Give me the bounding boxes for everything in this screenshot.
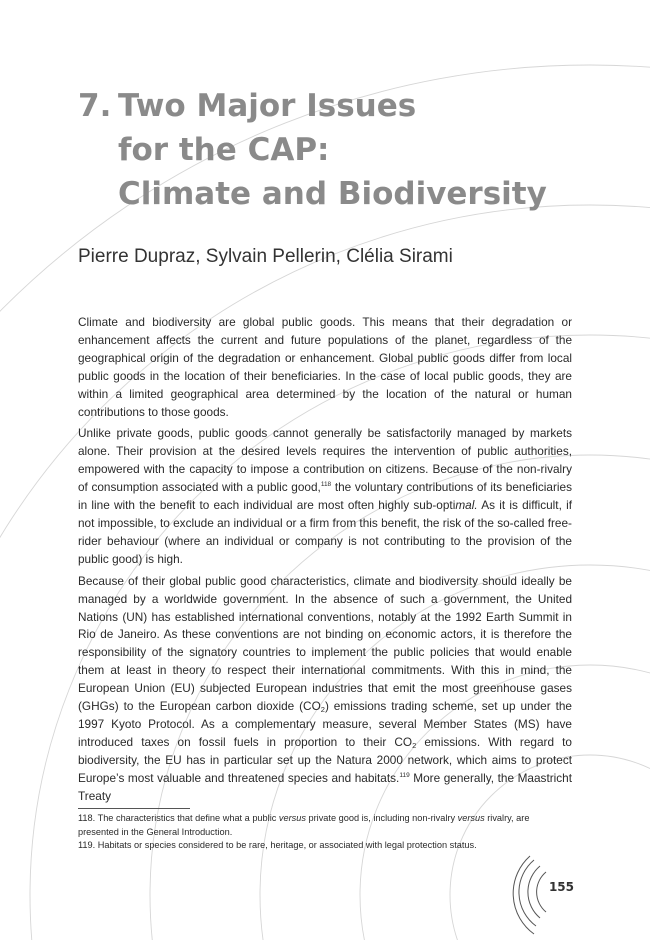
footnote-119: 119. Habitats or species considered to be rare, heritage, or associated with legal protection status. xyxy=(78,840,477,850)
chapter-title-line-1: 7. Two Major Issues xyxy=(118,84,547,128)
chapter-authors: Pierre Dupraz, Sylvain Pellerin, Clélia Sirami xyxy=(78,246,453,267)
subscript-2: 2 xyxy=(320,705,325,715)
chapter-title-line-3: Climate and Biodiversity xyxy=(118,176,547,212)
footnote-118: 118. The characteristics that define what a public versus private good is, including non-rivalry versus rivalry, are presented in the General Introduction. xyxy=(78,813,530,837)
chapter-body xyxy=(78,314,572,809)
paragraph-1: Climate and biodiversity are global public goods. This means that their degradation or enhancement affects the current and future populations of the planet, regardless of the geographical origin of the degradation or enhancement. Global public goods differ from local public goods in the location of their beneficiaries. In the case of local public goods, they are within a limited geographical area determined by the location of the natural or human contributions to those goods. xyxy=(78,315,572,419)
chapter-number: 7. xyxy=(78,88,112,124)
footnote-separator xyxy=(78,808,190,809)
page-number: 155 xyxy=(548,880,574,894)
footnote-ref-119[interactable]: 119 xyxy=(399,771,410,779)
footnote-ref-118[interactable]: 118 xyxy=(320,481,332,489)
footnotes xyxy=(78,812,572,853)
chapter-title-line-2: for the CAP: xyxy=(118,132,330,168)
chapter-title xyxy=(78,84,547,216)
subscript-2: 2 xyxy=(412,740,417,750)
paragraph-2: Unlike private goods, public goods cannot generally be satisfactorily managed by markets alone. Their provision at the desired levels requires the intervention of public authorities, empowered with the capacity to impose a contribution on citizens. Because of the non-rivalry of consumption associated with a public good,$^{118}$ the voluntary contributions of its beneficiaries in line with the benefit to each individual are most often highly sub-optimal. As it is difficult, if not impossible, to exclude an individual or a firm from this benefit, the risk of the so-called free-rider behaviour (where an individual or company is not contributing to the provision of the public good) is high. xyxy=(78,426,572,566)
paragraph-3: Because of their global public good characteristics, climate and biodiversity should ideally be managed by a worldwide government. In the absence of such a government, the United Nations (UN) has established international conventions, notably at the 1992 Earth Summit in Rio de Janeiro. As these conventions are not binding on economic actors, it is therefore the responsibility of the signatory countries to implement the public policies that would enable them at least in theory to respect their international commitments. With this in mind, the European Union (EU) subjected European industries that emit the most greenhouse gases (GHGs) to the European carbon dioxide $(CO_2)$ emissions trading scheme, set up under the 1997 Kyoto Protocol. As a complementary measure, several Member States (MS) have introduced taxes on fossil fuels in proportion to their $CO_2$ emissions. With regard to biodiversity, the EU has in particular set up the Natura 2000 network, which aims to protect Europe’s most valuable and threatened species and habitats.$^{119}$ More generally, the Maastricht Treaty xyxy=(78,573,573,803)
